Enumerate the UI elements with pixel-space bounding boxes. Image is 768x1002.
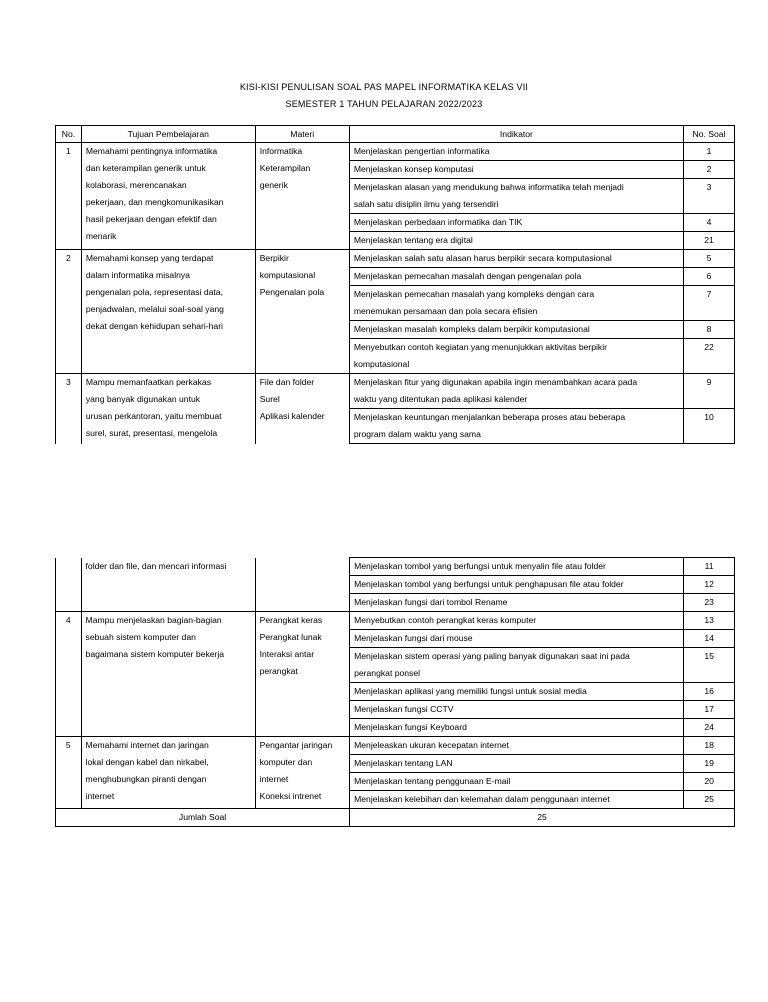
header-row (56, 126, 735, 143)
indikator-line: Menjelaskan pemecahan masalah yang kompleks dengan cara (353, 289, 595, 299)
materi-line: Interaksi antar (259, 649, 315, 659)
tujuan-line: dan keterampilan generik untuk (85, 163, 206, 173)
no-soal-cell: 11 (684, 558, 735, 576)
indikator-cell (349, 409, 683, 444)
no-soal-cell: 17 (684, 701, 735, 719)
indikator-cell (349, 232, 683, 250)
row-number-text: 3 (66, 377, 71, 387)
indikator-line: Menjelaskan tombol yang berfungsi untuk penghapusan file atau folder (354, 579, 624, 589)
total-label: Jumlah Soal (56, 809, 350, 827)
materi-cell (255, 612, 350, 737)
tujuan-line: kolaborasi, merencanakan (85, 180, 187, 190)
indikator-line: Menjelaskan fungsi dari mouse (354, 633, 473, 643)
kisi-kisi-table-part2 (55, 557, 735, 827)
materi-line: internet (259, 774, 289, 784)
tujuan-line: Mampu menjelaskan bagian-bagian (85, 615, 222, 625)
indikator-cell (350, 701, 684, 719)
row-number-text: 2 (66, 253, 71, 263)
no-soal-cell: 25 (684, 791, 735, 809)
tujuan-cell (81, 374, 255, 444)
indikator-line: Menjelaskan masalah kompleks dalam berpikir komputasional (353, 324, 590, 334)
indikator-line: Menjelaskan fitur yang digunakan apabila ingin menambahkan acara pada (353, 377, 638, 387)
materi-line: Keterampilan (259, 163, 311, 173)
no-soal-cell: 18 (684, 737, 735, 755)
row-number-text: 1 (66, 146, 71, 156)
materi-line: Berpikir (259, 253, 289, 263)
no-soal-cell: 5 (684, 250, 735, 268)
kisi-kisi-table-part1 (55, 125, 735, 444)
no-soal-cell: 12 (684, 576, 735, 594)
header-indikator: Indikator (349, 126, 683, 143)
indikator-cell (350, 594, 684, 612)
indikator-line: Menjelaskan fungsi dari tombol Rename (354, 597, 508, 607)
table-row (56, 737, 735, 755)
row-number (56, 612, 82, 737)
indikator-line: Menjelaskan salah satu alasan harus berpikir secara komputasional (353, 253, 612, 263)
tujuan-line: Memahami konsep yang terdapat (85, 253, 214, 263)
no-soal-cell: 20 (684, 773, 735, 791)
tujuan-line: sebuah sistem komputer dan (85, 632, 196, 642)
tujuan-line: Memahami pentingnya informatika (85, 146, 218, 156)
tujuan-cell (81, 558, 255, 612)
table-row (56, 250, 735, 268)
indikator-line: salah satu disiplin ilmu yang tersendiri (353, 199, 499, 209)
indikator-cell (349, 161, 683, 179)
materi-cell (255, 737, 350, 809)
indikator-line: Menjelaskan alasan yang mendukung bahwa informatika telah menjadi (353, 182, 624, 192)
indikator-line: waktu yang ditentukan pada aplikasi kalender (353, 394, 528, 404)
header-no-soal: No. Soal (684, 126, 735, 143)
tujuan-cell (81, 143, 255, 250)
indikator-cell (349, 374, 683, 409)
indikator-line: Menjelaskan tentang LAN (354, 758, 453, 768)
tujuan-cell (81, 612, 255, 737)
row-number (56, 143, 82, 250)
no-soal-cell: 1 (684, 143, 735, 161)
materi-line: File dan folder (259, 377, 315, 387)
indikator-line: komputasional (353, 359, 410, 369)
row-number (56, 558, 82, 612)
row-number (56, 250, 82, 374)
indikator-line: Menjeleaskan ukuran kecepatan internet (354, 740, 509, 750)
no-soal-cell: 22 (684, 339, 735, 374)
header-tujuan: Tujuan Pembelajaran (81, 126, 255, 143)
materi-cell (255, 250, 349, 374)
indikator-cell (350, 773, 684, 791)
indikator-cell (350, 719, 684, 737)
materi-line: Aplikasi kalender (259, 411, 325, 421)
tujuan-line: menarik (85, 231, 117, 241)
indikator-line: Menjelaskan keuntungan menjalankan beberapa proses atau beberapa (353, 412, 626, 422)
table-row (56, 143, 735, 161)
no-soal-cell: 21 (684, 232, 735, 250)
indikator-cell (350, 648, 684, 683)
no-soal-cell: 3 (684, 179, 735, 214)
tujuan-line: folder dan file, dan mencari informasi (85, 560, 227, 571)
table-row (56, 612, 735, 630)
indikator-line: Menjelaskan sistem operasi yang paling banyak digunakan saat ini pada (354, 651, 630, 661)
tujuan-line: dekat dengan kehidupan sehari-hari (85, 321, 223, 331)
no-soal-cell: 9 (684, 374, 735, 409)
row-number-text: 4 (65, 615, 71, 625)
tujuan-cell (81, 250, 255, 374)
indikator-cell (349, 286, 683, 321)
no-soal-cell: 6 (684, 268, 735, 286)
indikator-cell (349, 339, 683, 374)
document-subtitle: SEMESTER 1 TAHUN PELAJARAN 2022/2023 (285, 99, 483, 109)
row-number (56, 374, 82, 444)
indikator-line: Menyebutkan contoh kegiatan yang menunjukkan aktivitas berpikir (353, 342, 608, 352)
materi-line: Perangkat keras (259, 615, 323, 625)
indikator-cell (350, 630, 684, 648)
tujuan-line: internet (85, 791, 115, 801)
no-soal-cell: 10 (684, 409, 735, 444)
tujuan-line: pekerjaan, dan mengkomunikasikan (85, 197, 224, 207)
no-soal-cell: 4 (684, 214, 735, 232)
materi-line: Pengenalan pola (259, 287, 325, 297)
table-row (56, 374, 735, 409)
row-number (56, 737, 82, 809)
indikator-cell (349, 143, 683, 161)
no-soal-cell: 24 (684, 719, 735, 737)
no-soal-cell: 13 (684, 612, 735, 630)
indikator-line: Menjelaskan fungsi CCTV (354, 704, 454, 714)
indikator-cell (350, 558, 684, 576)
indikator-cell (349, 321, 683, 339)
indikator-cell (349, 250, 683, 268)
indikator-line: Menjelaskan kelebihan dan kelemahan dalam penggunaan internet (354, 794, 610, 804)
indikator-cell (350, 791, 684, 809)
indikator-line: Menjelaskan konsep komputasi (353, 164, 474, 174)
tujuan-line: bagaimana sistem komputer bekerja (85, 649, 225, 659)
header-no: No. (56, 126, 82, 143)
indikator-line: menemukan persamaan dan pola secara efisien (353, 306, 538, 316)
no-soal-cell: 2 (684, 161, 735, 179)
document-title: KISI-KISI PENULISAN SOAL PAS MAPEL INFORMATIKA KELAS VII (239, 82, 529, 92)
materi-line: Surel (259, 394, 280, 404)
tujuan-line: penjadwalan, melalui soal-soal yang (85, 304, 224, 314)
indikator-line: Menjelaskan fungsi Keyboard (354, 722, 467, 732)
indikator-line: program dalam waktu yang sama (353, 429, 481, 439)
table-row (56, 558, 735, 576)
indikator-line: Menjelaskan tentang penggunaan E-mail (354, 776, 511, 786)
indikator-cell (350, 755, 684, 773)
tujuan-line: Mampu memanfaatkan perkakas (85, 377, 211, 387)
tujuan-line: dalam informatika misalnya (85, 270, 190, 280)
materi-cell (255, 143, 349, 250)
tujuan-line: urusan perkantoran, yaitu membuat (85, 411, 222, 421)
tujuan-cell (81, 737, 255, 809)
materi-line: perangkat (259, 666, 298, 676)
indikator-cell (350, 612, 684, 630)
materi-line: Informatika (259, 146, 303, 156)
materi-line: generik (259, 180, 288, 190)
header-materi: Materi (255, 126, 349, 143)
total-value: 25 (350, 809, 735, 827)
materi-line: Koneksi intrenet (259, 791, 322, 801)
no-soal-cell: 19 (684, 755, 735, 773)
indikator-line: Menjelaskan tombol yang berfungsi untuk menyalin file atau folder (354, 561, 606, 571)
tujuan-line: Memahami internet dan jaringan (85, 740, 209, 750)
no-soal-cell: 8 (684, 321, 735, 339)
materi-line: komputer dan (259, 757, 313, 767)
indikator-line: Menjelaskan aplikasi yang memiliki fungsi untuk sosial media (354, 686, 587, 696)
tujuan-line: pengenalan pola, representasi data, (85, 287, 223, 297)
no-soal-cell: 7 (684, 286, 735, 321)
no-soal-cell: 16 (684, 683, 735, 701)
indikator-cell (349, 214, 683, 232)
indikator-cell (349, 179, 683, 214)
indikator-cell (350, 683, 684, 701)
indikator-line: perangkat ponsel (354, 668, 421, 678)
indikator-cell (349, 268, 683, 286)
indikator-line: Menjelaskan tentang era digital (353, 235, 473, 245)
materi-cell (255, 558, 350, 612)
materi-line: komputasional (259, 270, 316, 280)
no-soal-cell: 14 (684, 630, 735, 648)
total-row (56, 809, 735, 827)
indikator-line: Menyebutkan contoh perangkat keras komputer (354, 615, 537, 625)
row-number-text: 5 (65, 740, 71, 750)
materi-line: Pengantar jaringan (259, 740, 333, 750)
tujuan-line: lokal dengan kabel dan nirkabel, (85, 757, 209, 767)
indikator-cell (350, 576, 684, 594)
indikator-line: Menjelaskan pemecahan masalah dengan pengenalan pola (353, 271, 582, 281)
tujuan-line: yang banyak digunakan untuk (85, 394, 201, 404)
indikator-cell (350, 737, 684, 755)
materi-line: Perangkat lunak (259, 632, 322, 642)
no-soal-cell: 15 (684, 648, 735, 683)
indikator-line: Menjelaskan perbedaan informatika dan TIK (353, 217, 523, 227)
tujuan-line: menghubungkan piranti dengan (85, 774, 207, 784)
tujuan-line: surel, surat, presentasi, mengelola (85, 428, 218, 438)
tujuan-line: hasil pekerjaan dengan efektif dan (85, 214, 217, 224)
indikator-line: Menjelaskan pengertian informatika (353, 146, 490, 156)
materi-cell (255, 374, 349, 444)
no-soal-cell: 23 (684, 594, 735, 612)
